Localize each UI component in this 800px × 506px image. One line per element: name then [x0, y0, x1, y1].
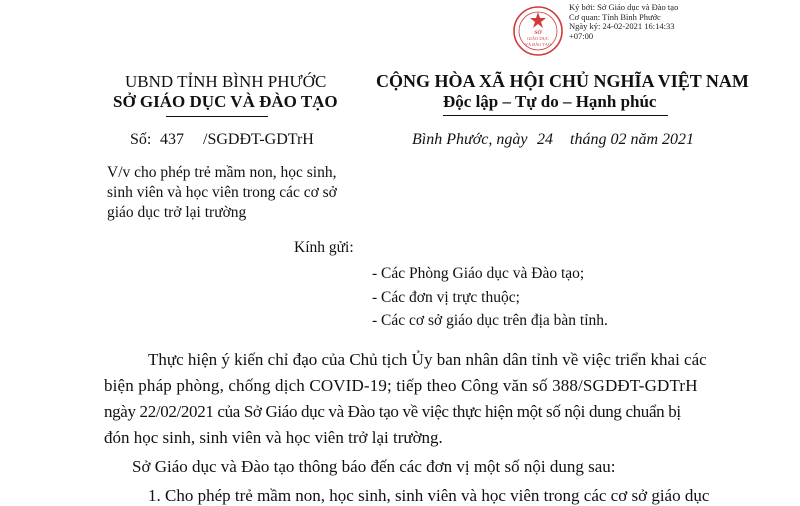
subject-line: sinh viên và học viên trong các cơ sở — [107, 184, 337, 201]
body-para2: Sở Giáo dục và Đào tạo thông báo đến các đơn vị một số nội dung sau: — [132, 457, 616, 476]
date-rest: tháng 02 năm 2021 — [570, 131, 694, 148]
national-motto: Độc lập – Tự do – Hạnh phúc — [443, 92, 657, 111]
doc-number-suffix: /SGDĐT-GDTrH — [203, 131, 314, 148]
stamp-seal-icon — [511, 4, 565, 58]
recipients-heading: Kính gửi: — [294, 239, 354, 256]
recipients-list — [372, 262, 608, 333]
agency-parent: UBND TỈNH BÌNH PHƯỚC — [125, 72, 327, 91]
stamp-text-top: SỞ — [534, 30, 542, 36]
agency-underline — [166, 116, 268, 117]
recipient-item: - Các đơn vị trực thuộc; — [372, 288, 520, 306]
subject-line: V/v cho phép trẻ mầm non, học sinh, — [107, 164, 337, 181]
signature-info — [569, 3, 678, 41]
recipient-item: - Các Phòng Giáo dục và Đào tạo; — [372, 265, 585, 282]
body-para1-line4: đón học sinh, sinh viên và học viên trở lại trường. — [104, 428, 443, 447]
body-para1-line3: ngày 22/02/2021 của Sở Giáo dục và Đào tạo về việc thực hiện một số nội dung chuẩn bị — [104, 402, 681, 421]
signature-date: Ngày ký: 24-02-2021 16:14:33 — [569, 21, 675, 32]
motto-underline — [443, 115, 668, 116]
doc-number-prefix: Số: — [130, 131, 152, 148]
body-para1-line1: Thực hiện ý kiến chỉ đạo của Chủ tịch Ủy ban nhân dân tỉnh về việc triển khai các — [148, 350, 707, 369]
recipient-item: - Các cơ sở giáo dục trên địa bàn tỉnh. — [372, 312, 608, 329]
date-place: Bình Phước, ngày — [412, 131, 528, 148]
signature-timezone: +07:00 — [569, 30, 594, 41]
doc-number-value: 437 — [160, 131, 184, 148]
signature-stamp — [511, 4, 565, 58]
agency-name: SỞ GIÁO DỤC VÀ ĐÀO TẠO — [113, 92, 338, 111]
signature-agency: Cơ quan: Tỉnh Bình Phước — [569, 11, 661, 22]
signature-signer: Ký bởi: Sở Giáo dục và Đào tạo — [569, 2, 679, 12]
body-para1-line2: biện pháp phòng, chống dịch COVID-19; tiếp theo Công văn số 388/SGDĐT-GDTrH — [104, 376, 698, 395]
stamp-text-mid: GIÁO DỤC — [527, 36, 549, 41]
stamp-text-bot: VÀ ĐÀO TẠO — [525, 42, 551, 47]
subject-block — [107, 163, 337, 223]
national-title: CỘNG HÒA XÃ HỘI CHỦ NGHĨA VIỆT NAM — [376, 71, 749, 91]
date-day: 24 — [537, 131, 553, 148]
subject-line: giáo dục trở lại trường — [107, 204, 247, 221]
body-para3-partial: 1. Cho phép trẻ mầm non, học sinh, sinh viên và học viên trong các cơ sở giáo dục — [148, 486, 710, 505]
